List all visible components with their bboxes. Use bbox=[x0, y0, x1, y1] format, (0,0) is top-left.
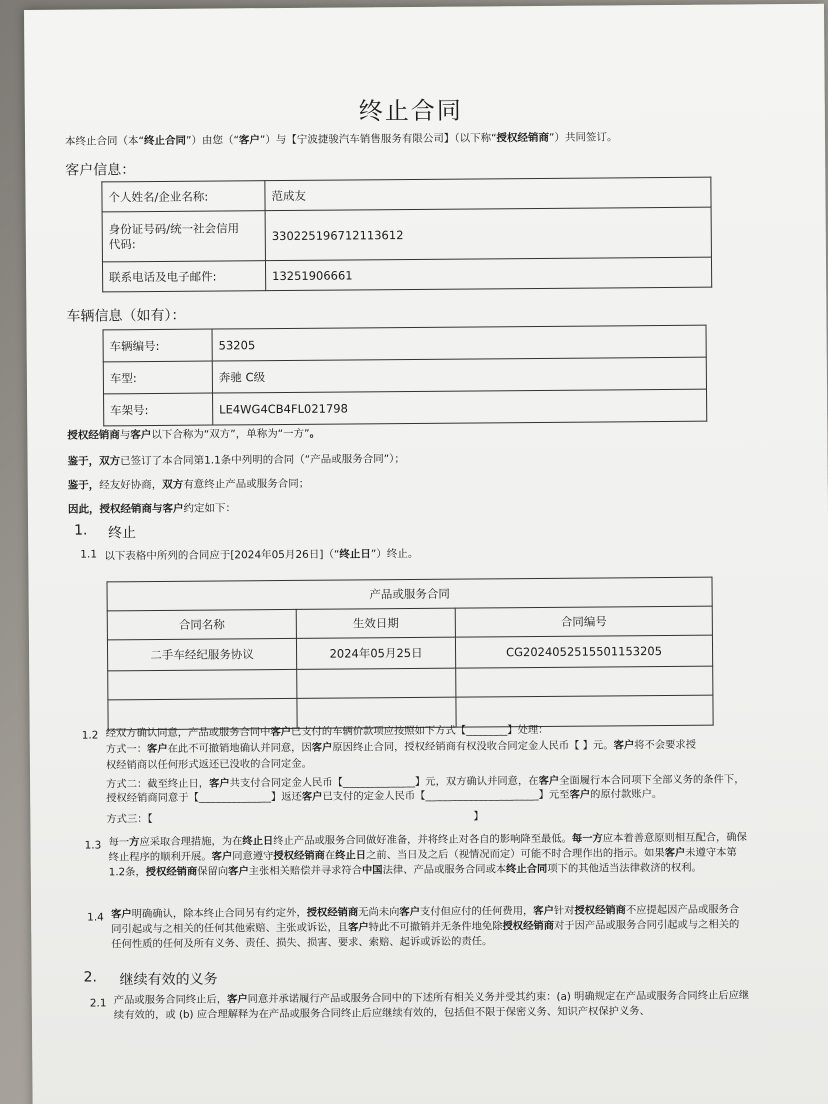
row-label: 车辆编号: bbox=[103, 329, 212, 362]
section-1-number: 1. bbox=[74, 522, 88, 539]
clause-2-1-text: 产品或服务合同终止后，客户同意并承诺履行产品或服务合同中的下述所有相关义务并受其约束：(a) 明确规定在产品或服务合同终止后应继续有效的，或 (b) 应合理解释为在产品或服务合同终止后应继续有效的，包括但不限于保密义务、知识产权保护义务、 bbox=[113, 989, 750, 1022]
table-row bbox=[107, 635, 712, 671]
clause-1-3-number: 1.3 bbox=[84, 839, 102, 852]
table-cell: CG2024052515501153205 bbox=[455, 635, 712, 668]
whereas-1: 鉴于，双方已签订了本合同第1.1条中列明的合同（“产品或服务合同”）； bbox=[67, 453, 405, 468]
column-header: 生效日期 bbox=[296, 608, 455, 638]
table-row bbox=[102, 177, 711, 212]
table-row bbox=[104, 389, 707, 426]
row-label: 车型: bbox=[103, 361, 212, 394]
table-header-row bbox=[107, 606, 712, 640]
contract-table bbox=[106, 577, 713, 731]
row-label: 联系电话及电子邮件: bbox=[102, 261, 265, 292]
clause-1-1-number: 1.1 bbox=[80, 548, 98, 561]
section-2-heading: 继续有效的义务 bbox=[119, 971, 218, 989]
vehicle-info-heading: 车辆信息（如有）： bbox=[66, 307, 186, 325]
contract-table-caption: 产品或服务合同 bbox=[107, 577, 712, 611]
table-row bbox=[102, 257, 711, 292]
row-value: 13251906661 bbox=[265, 257, 711, 291]
column-header: 合同编号 bbox=[455, 606, 712, 637]
clause-1-2-number: 1.2 bbox=[81, 729, 99, 742]
table-row bbox=[103, 357, 706, 394]
clause-2-1-number: 2.1 bbox=[89, 997, 107, 1010]
clause-1-3-text: 每一方应采取合理措施，为在终止日终止产品或服务合同做好准备，并将终止对各自的影响降至最低。每一方应本着善意原则相互配合，确保终止程序的顺利开展。客户同意遵守授权经销商在终止日之前、当日及之后（视情况而定）可能不时合理作出的指示。如果客户未遵守本第1.2条，授权经销商保留向客户主张相关赔偿并寻求符合中国法律、产品或服务合同或本终止合同项下的其他适当法律救济的权利。 bbox=[108, 831, 747, 879]
row-label: 个人姓名/企业名称: bbox=[102, 181, 265, 212]
table-row bbox=[103, 325, 706, 362]
table-row bbox=[102, 207, 711, 262]
clause-1-4-number: 1.4 bbox=[87, 911, 104, 924]
row-value: 53205 bbox=[212, 325, 706, 361]
document-page bbox=[24, 4, 828, 1104]
row-value: 奔驰 C级 bbox=[212, 357, 706, 393]
section-2-number: 2. bbox=[83, 969, 98, 986]
customer-info-table bbox=[101, 177, 712, 293]
therefore-line: 因此，授权经销商与客户约定如下： bbox=[67, 502, 236, 516]
row-value: LE4WG4CB4FL021798 bbox=[213, 389, 707, 425]
clause-1-2-text: 经双方确认同意，产品或服务合同中客户已支付的车辆价款项应按照如下方式【________】处理： 方式一：客户在此不可撤销地确认并同意，因客户原因终止合同，授权经销商有权没收合同定金人民币【 】元。客户将不会要求授 权经销商以任何形式返还已没收的合同定金。 方式二：截至终止日，客户共支付合同定金人民币【______________】元，双方确认并同意，在客户全面履行本合同项下全部义务的条件下，授权经销商同意于【______________】返还客户已支付的定金人民币【______________________】元至客户的原付款账户。 方式三：【 】 bbox=[105, 723, 745, 826]
customer-info-heading: 客户信息： bbox=[65, 162, 136, 179]
vehicle-info-table bbox=[103, 325, 708, 427]
parties-line: 授权经销商与客户以下合称为“双方”，单称为“一方”。 bbox=[67, 427, 321, 442]
table-cell: 2024年05月25日 bbox=[296, 637, 455, 669]
whereas-2: 鉴于，经友好协商，双方有意终止产品或服务合同； bbox=[67, 477, 310, 492]
row-value: 范成友 bbox=[265, 177, 711, 211]
intro-line: 本终止合同（本“终止合同”）由您（“客户”）与【宁波捷骏汽车销售服务有限公司】（以下称“授权经销商”）共同签订。 bbox=[64, 131, 618, 148]
section-1-heading: 终止 bbox=[108, 525, 137, 542]
clause-1-4-text: 客户明确确认，除本终止合同另有约定外，授权经销商无尚未向客户支付但应付的任何费用，客户针对授权经销商不应提起因产品或服务合同引起或与之相关的任何其他索赔、主张或诉讼，且客户特此不可撤销并无条件地免除授权经销商对于因产品或服务合同引起或与之相关的任何性质的任何及所有义务、责任、损失、损害、要求、索赔、起诉或诉讼的责任。 bbox=[111, 903, 740, 951]
clause-1-1-text: 以下表格中所列的合同应于[2024年05月26日]（“终止日”）终止。 bbox=[104, 547, 419, 563]
column-header: 合同名称 bbox=[107, 609, 296, 639]
row-label: 身份证号码/统一社会信用 代码: bbox=[102, 211, 265, 262]
table-header-row bbox=[107, 577, 712, 611]
table-row bbox=[108, 666, 713, 700]
row-value: 330225196712113612 bbox=[265, 207, 711, 261]
row-label: 车架号: bbox=[104, 393, 213, 426]
table-cell: 二手车经纪服务协议 bbox=[107, 638, 296, 670]
document-title: 终止合同 bbox=[358, 96, 463, 126]
